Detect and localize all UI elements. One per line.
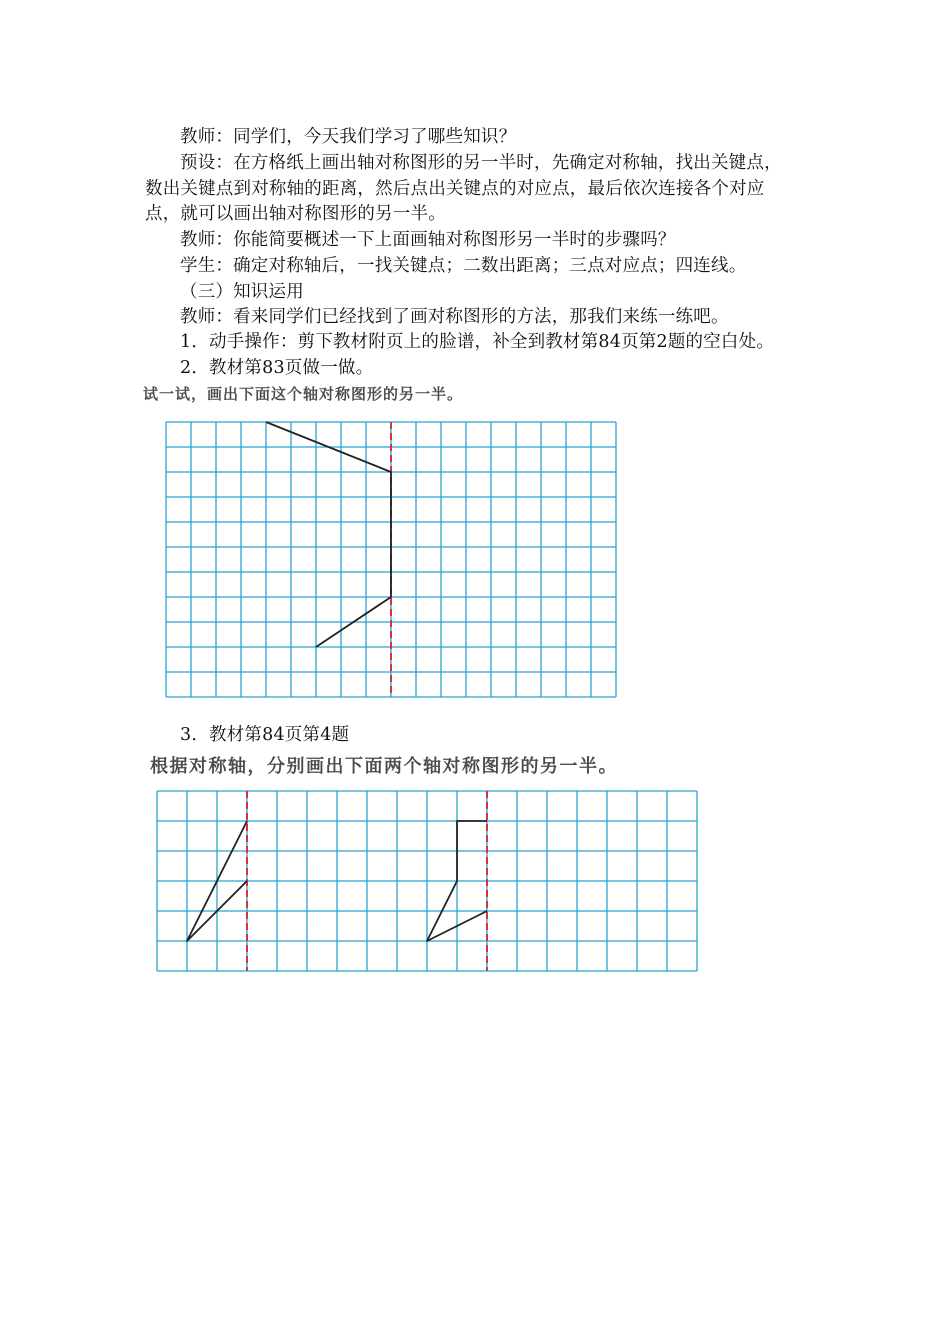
paragraph-9: 1．动手操作：剪下教材附页上的脸谱，补全到教材第84页第2题的空白处。 xyxy=(180,332,775,352)
paragraph-6: 学生：确定对称轴后，一找关键点；二数出距离；三点对应点；四连线。 xyxy=(180,256,747,276)
grid-lines xyxy=(157,791,697,971)
paragraph-4: 点，就可以画出轴对称图形的另一半。 xyxy=(145,204,446,224)
half-figure xyxy=(266,422,391,647)
paragraph-item-3: 3．教材第84页第4题 xyxy=(180,725,350,745)
exercise-2-grid-figure xyxy=(157,791,703,971)
paragraph-10: 2．教材第83页做一做。 xyxy=(180,358,374,378)
paragraph-3: 数出关键点到对称轴的距离，然后点出关键点的对应点，最后依次连接各个对应 xyxy=(145,179,765,199)
paragraph-1: 教师：同学们，今天我们学习了哪些知识？ xyxy=(180,127,517,147)
paragraph-2: 预设：在方格纸上画出轴对称图形的另一半时，先确定对称轴，找出关键点， xyxy=(180,153,782,173)
paragraph-7: （三）知识运用 xyxy=(180,282,304,302)
exercise-1-caption: 试一试，画出下面这个轴对称图形的另一半。 xyxy=(143,385,464,403)
exercise-2-caption: 根据对称轴，分别画出下面两个轴对称图形的另一半。 xyxy=(150,756,618,777)
exercise-1-grid-figure xyxy=(166,422,618,697)
paragraph-8: 教师：看来同学们已经找到了画对称图形的方法，那我们来练一练吧。 xyxy=(180,307,729,327)
paragraph-5: 教师：你能简要概述一下上面画轴对称图形另一半时的步骤吗？ xyxy=(180,230,676,250)
